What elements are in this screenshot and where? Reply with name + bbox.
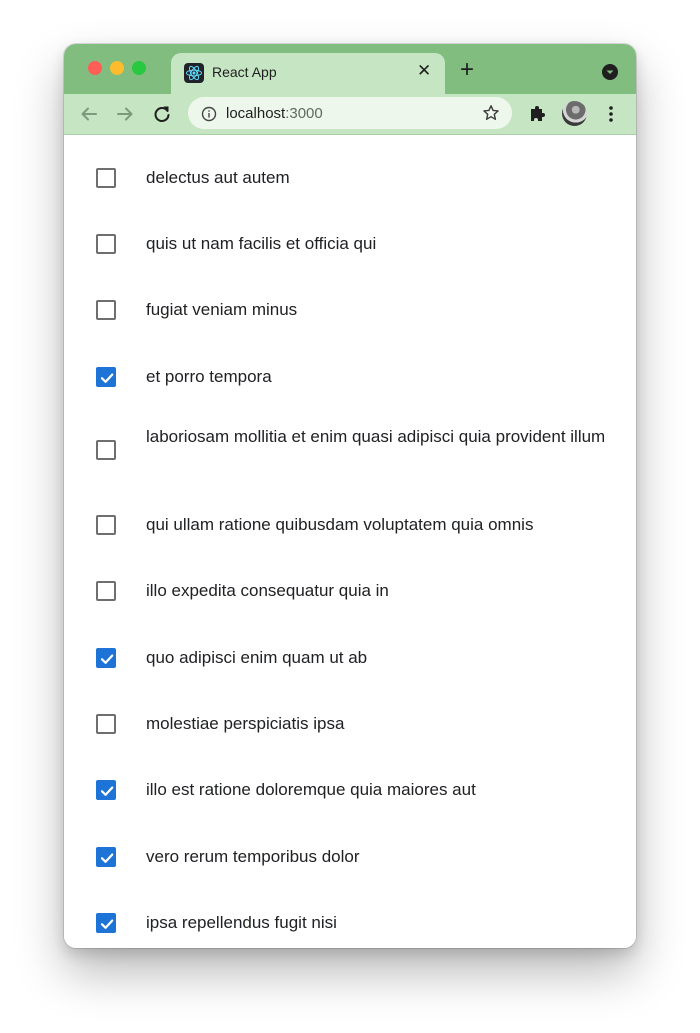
todo-item bbox=[64, 909, 636, 936]
tab-close-icon[interactable]: ✕ bbox=[417, 61, 432, 80]
todo-checkbox-checked[interactable] bbox=[96, 780, 116, 800]
bookmark-star-icon[interactable] bbox=[482, 104, 500, 122]
title-bar bbox=[64, 44, 636, 94]
forward-arrow-icon[interactable] bbox=[114, 103, 136, 125]
todo-checkbox-checked[interactable] bbox=[96, 367, 116, 387]
todo-label: laboriosam mollitia et enim quasi adipisci quia provident illum bbox=[146, 427, 606, 446]
close-window-button[interactable] bbox=[88, 61, 102, 75]
todo-checkbox-checked[interactable] bbox=[96, 847, 116, 867]
browser-toolbar bbox=[64, 94, 636, 135]
todo-label: et porro tempora bbox=[146, 367, 272, 386]
todo-item bbox=[64, 710, 636, 737]
todo-item bbox=[64, 363, 636, 390]
extensions-puzzle-icon[interactable] bbox=[528, 104, 547, 123]
todo-label: illo est ratione doloremque quia maiores aut bbox=[146, 780, 476, 799]
todo-item bbox=[64, 296, 636, 323]
todo-item bbox=[64, 230, 636, 257]
maximize-window-button[interactable] bbox=[132, 61, 146, 75]
todo-checkbox[interactable] bbox=[96, 234, 116, 254]
url-port: :3000 bbox=[285, 105, 323, 122]
checkmark-icon bbox=[97, 848, 117, 868]
todo-checkbox-checked[interactable] bbox=[96, 913, 116, 933]
checkmark-icon bbox=[97, 368, 117, 388]
todo-label: ipsa repellendus fugit nisi bbox=[146, 913, 337, 932]
todo-label: illo expedita consequatur quia in bbox=[146, 581, 389, 600]
tab-react-app[interactable] bbox=[171, 53, 445, 94]
todo-label: delectus aut autem bbox=[146, 168, 290, 187]
new-tab-plus-icon[interactable]: + bbox=[460, 56, 475, 83]
more-menu-icon[interactable] bbox=[603, 103, 619, 125]
todo-checkbox[interactable] bbox=[96, 440, 116, 460]
todo-label: quo adipisci enim quam ut ab bbox=[146, 648, 368, 667]
todo-label: fugiat veniam minus bbox=[146, 300, 298, 319]
todo-item bbox=[64, 843, 636, 870]
url-host: localhost bbox=[226, 105, 286, 122]
todo-item bbox=[64, 164, 636, 191]
back-arrow-icon[interactable] bbox=[78, 103, 100, 125]
todo-checkbox[interactable] bbox=[96, 714, 116, 734]
minimize-window-button[interactable] bbox=[110, 61, 124, 75]
checkmark-icon bbox=[97, 781, 117, 801]
todo-item bbox=[64, 511, 636, 538]
react-logo-icon bbox=[184, 63, 204, 83]
todo-label: molestiae perspiciatis ipsa bbox=[146, 714, 345, 733]
todo-checkbox[interactable] bbox=[96, 168, 116, 188]
todo-item bbox=[64, 776, 636, 803]
url-text[interactable] bbox=[226, 105, 323, 122]
checkmark-icon bbox=[97, 914, 117, 934]
todo-item bbox=[64, 644, 636, 671]
todo-label: quis ut nam facilis et officia qui bbox=[146, 234, 377, 253]
todo-item bbox=[64, 577, 636, 604]
todo-checkbox[interactable] bbox=[96, 300, 116, 320]
tab-title: React App bbox=[212, 64, 277, 80]
tab-search-icon[interactable] bbox=[602, 64, 618, 80]
todo-label: qui ullam ratione quibusdam voluptatem quia omnis bbox=[146, 515, 534, 534]
checkmark-icon bbox=[97, 649, 117, 669]
todo-checkbox-checked[interactable] bbox=[96, 648, 116, 668]
profile-avatar[interactable] bbox=[562, 101, 587, 126]
address-bar[interactable] bbox=[188, 97, 512, 129]
todo-checkbox[interactable] bbox=[96, 581, 116, 601]
browser-window bbox=[64, 44, 636, 948]
todo-list bbox=[64, 135, 636, 948]
reload-icon[interactable] bbox=[151, 103, 173, 125]
todo-item bbox=[64, 423, 636, 477]
info-icon[interactable] bbox=[201, 106, 217, 122]
todo-checkbox[interactable] bbox=[96, 515, 116, 535]
todo-label: vero rerum temporibus dolor bbox=[146, 847, 360, 866]
